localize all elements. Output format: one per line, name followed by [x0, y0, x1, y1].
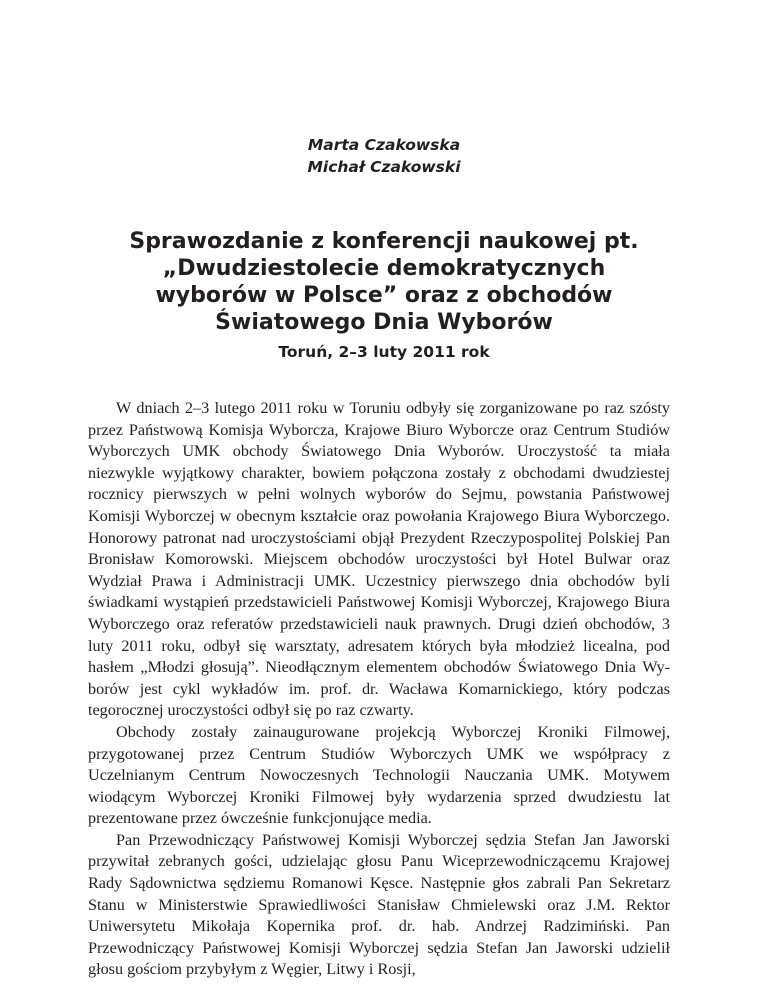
- author-block: [0, 134, 768, 178]
- article-title: Sprawozdanie z konferencji naukowej pt. „Dwudziestolecie demokratycznych wyborów w Polsce” oraz z obchodów Światowego Dnia Wyborów: [129, 229, 639, 335]
- author-name: Michał Czakowski: [307, 158, 461, 176]
- article-subtitle: Toruń, 2–3 luty 2011 rok: [278, 343, 490, 361]
- body-paragraph: Obchody zostały zainaugurowane projekcją Wyborczej Kroniki Filmowej, przygotowanej przez Centrum Studiów Wyborczych UMK we współpracy z Uczelnianym Centrum Nowoczesnych Technologii Nauczania UMK. Motywem wiodącym Wyborczej Kroniki Filmowej były wydarzenia sprzed dwudziestu lat prezentowane przez ówcześnie funkcjonujące media.: [88, 722, 670, 828]
- body-paragraph: W dniach 2–3 lutego 2011 roku w Toruniu odbyły się zorganizowane po raz szósty przez Państwową Komisja Wyborcza, Krajowe Biuro Wyborcze oraz Centrum Studiów Wyborczych UMK obchody Światowego Dnia Wyborów. Uroczystość ta miała niezwykle wyjątkowy charakter, bowiem połączona zostały z obchodami dwudziestej rocznicy pierwszych w pełni wolnych wyborów do Sejmu, powstania Państwowej Komisji Wyborczej w obecnym kształcie oraz powołania Krajowego Biura Wyborczego. Honorowy patronat nad uroczystościami objął Prezydent Rzeczypospolitej Polskiej Pan Bronisław Komorowski. Miejscem obchodów uroczystości był Hotel Bulwar oraz Wydział Prawa i Administracji UMK. Uczestnicy pierwszego dnia obchodów byli świadkami wystąpień przedstawicieli Państwowej Komisji Wyborczej, Krajowego Biura Wyborczego oraz referatów przedstawicieli nauk prawnych. Drugi dzień obchodów, 3 luty 2011 roku, odbył się warsztaty, adresatem których była młodzież licealna, pod hasłem „Młodzi głosują”. Nieodłącznym elementem obchodów Światowego Dnia Wyborów jest cykl wykładów im. prof. dr. Wacława Komarnickiego, który podczas tegorocznej uroczystości odbył się po raz czwarty.: [88, 399, 670, 720]
- author-name: Marta Czakowska: [307, 136, 461, 154]
- article-body: [88, 398, 670, 981]
- body-paragraph: Pan Przewodniczący Państwowej Komisji Wyborczej sędzia Stefan Jan Jaworski przywitał zebranych gości, udzielając głosu Panu Wiceprzewodniczącemu Krajowej Rady Sądownictwa sędziemu Romanowi Kęsce. Następnie głos zabrali Pan Sekretarz Stanu w Ministerstwie Sprawiedliwości Stanisław Chmielewski oraz J.M. Rektor Uniwersytetu Mikołaja Kopernika prof. dr. hab. Andrzej Radzimiński. Pan Przewodniczący Państwowej Komisji Wyborczej sędzia Stefan Jan Jaworski udzielił głosu gościom przybyłym z Węgier, Litwy i Rosji,: [88, 830, 670, 979]
